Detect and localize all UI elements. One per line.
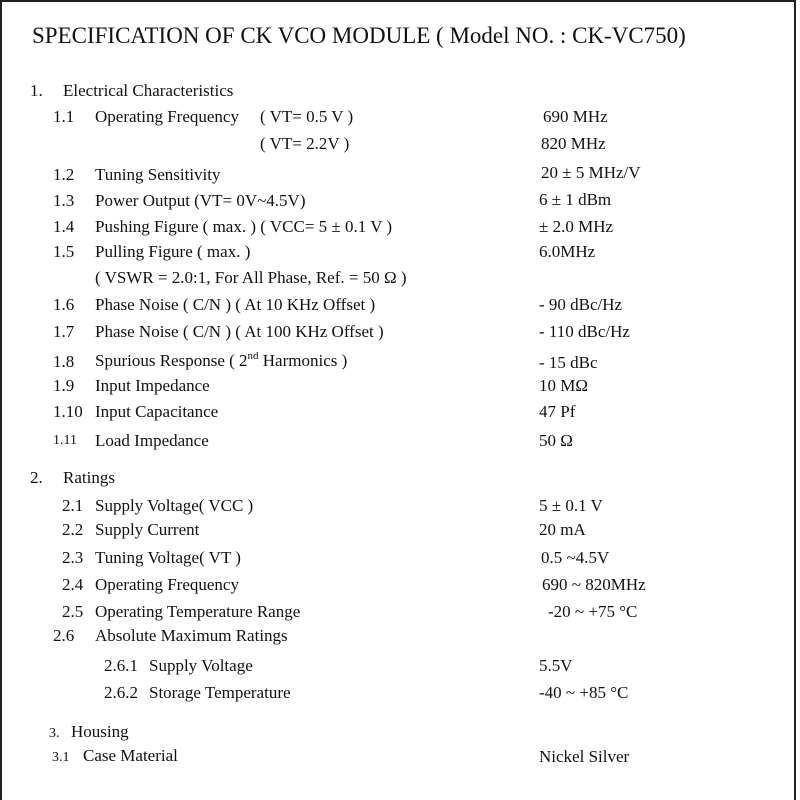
item-number: 1.2 xyxy=(53,165,75,184)
section-number: 3. xyxy=(49,726,60,741)
item-label: Power Output (VT= 0V~4.5V) xyxy=(95,191,306,210)
item-number: 2.5 xyxy=(62,602,84,621)
item-label: Phase Noise ( C/N ) ( At 10 KHz Offset ) xyxy=(95,295,376,314)
item-label: Supply Voltage xyxy=(149,656,253,675)
item-number: 2.6.1 xyxy=(104,656,138,675)
item-value: - 110 dBc/Hz xyxy=(539,322,630,341)
item-value: 6.0MHz xyxy=(539,242,596,261)
item-number: 2.6 xyxy=(53,626,75,645)
item-number: 1.8 xyxy=(53,352,75,371)
item-label: Case Material xyxy=(83,746,178,765)
item-label: Supply Current xyxy=(95,520,200,539)
item-value: 820 MHz xyxy=(541,134,606,153)
item-label: Supply Voltage( VCC ) xyxy=(95,496,254,515)
section-number: 2. xyxy=(30,468,43,487)
item-label: Phase Noise ( C/N ) ( At 100 KHz Offset ) xyxy=(95,322,384,341)
item-number: 1.5 xyxy=(53,242,75,261)
item-number: 2.1 xyxy=(62,496,84,515)
item-note: ( VSWR = 2.0:1, For All Phase, Ref. = 50 Ω ) xyxy=(95,268,407,287)
item-label: Tuning Voltage( VT ) xyxy=(95,548,241,567)
item-number: 1.9 xyxy=(53,376,75,395)
item-number: 1.3 xyxy=(53,191,75,210)
item-number: 1.4 xyxy=(53,217,75,236)
item-value: 20 mA xyxy=(539,520,586,539)
item-value: 47 Pf xyxy=(539,402,576,421)
item-label: Input Capacitance xyxy=(95,402,219,421)
item-value: -40 ~ +85 °C xyxy=(539,683,629,702)
item-label: Tuning Sensitivity xyxy=(95,165,221,184)
item-condition: ( VT= 0.5 V ) xyxy=(260,107,354,126)
item-value: 690 ~ 820MHz xyxy=(542,575,646,594)
item-value: ± 2.0 MHz xyxy=(539,217,614,236)
section-heading: Ratings xyxy=(63,468,115,487)
item-number: 1.6 xyxy=(53,295,75,314)
item-number: 2.4 xyxy=(62,575,84,594)
item-value: 20 ± 5 MHz/V xyxy=(541,163,641,182)
item-condition: ( VT= 2.2V ) xyxy=(260,134,350,153)
item-number: 2.6.2 xyxy=(104,683,138,702)
item-label: Operating Frequency xyxy=(95,575,239,594)
item-number: 2.2 xyxy=(62,520,84,539)
item-value: 5 ± 0.1 V xyxy=(539,496,603,515)
item-label: Input Impedance xyxy=(95,376,210,395)
item-number: 2.3 xyxy=(62,548,84,567)
section-number: 1. xyxy=(30,81,43,100)
item-label: Storage Temperature xyxy=(149,683,291,702)
section-heading: Housing xyxy=(71,722,129,741)
item-label: Operating Frequency xyxy=(95,107,239,126)
item-value: 10 MΩ xyxy=(539,376,588,395)
item-number: 3.1 xyxy=(52,750,70,765)
item-value: 0.5 ~4.5V xyxy=(541,548,610,567)
item-number: 1.7 xyxy=(53,322,75,341)
section-heading: Electrical Characteristics xyxy=(63,81,234,100)
item-label: Pulling Figure ( max. ) xyxy=(95,242,251,261)
item-value: 690 MHz xyxy=(543,107,608,126)
item-value: 5.5V xyxy=(539,656,573,675)
item-label: Operating Temperature Range xyxy=(95,602,301,621)
item-number: 1.10 xyxy=(53,402,83,421)
item-value: - 90 dBc/Hz xyxy=(539,295,623,314)
item-number: 1.1 xyxy=(53,107,75,126)
item-label: Load Impedance xyxy=(95,431,209,450)
document-title: SPECIFICATION OF CK VCO MODULE ( Model NO. : CK-VC750) xyxy=(32,23,686,48)
item-value: - 15 dBc xyxy=(539,353,598,372)
item-value: -20 ~ +75 °C xyxy=(548,602,638,621)
item-label: Pushing Figure ( max. ) ( VCC= 5 ± 0.1 V ) xyxy=(95,217,393,236)
item-value: Nickel Silver xyxy=(539,747,630,766)
item-label: Absolute Maximum Ratings xyxy=(95,626,288,645)
item-label: Spurious Response ( 2nd Harmonics ) xyxy=(95,350,348,370)
item-number: 1.11 xyxy=(53,433,77,448)
item-value: 50 Ω xyxy=(539,431,573,450)
item-value: 6 ± 1 dBm xyxy=(539,190,612,209)
